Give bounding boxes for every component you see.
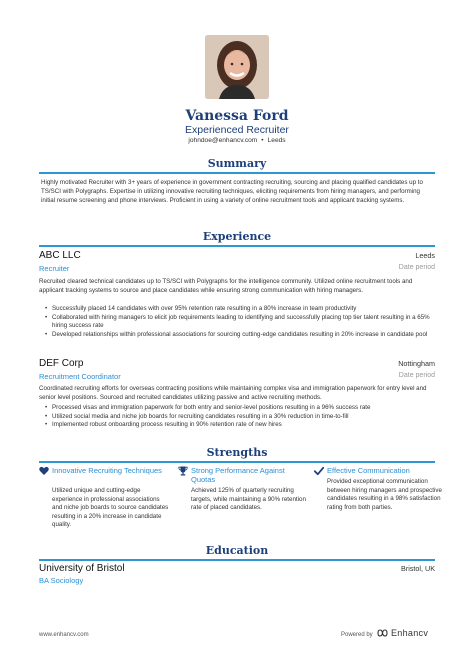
job-bullets <box>45 305 435 339</box>
strengths-divider <box>39 461 435 463</box>
education-school: University of Bristol <box>39 563 125 574</box>
contact-line <box>0 137 474 144</box>
footer-powered-by: Powered by <box>341 632 373 638</box>
strength-title: Strong Performance Against Quotas <box>191 466 285 484</box>
strength-item <box>178 466 306 536</box>
job-date: Date period <box>398 372 435 379</box>
strength-item <box>314 466 442 536</box>
strength-item <box>39 466 167 536</box>
job-location: Leeds <box>415 251 435 260</box>
job-bullet: • Collaborated with hiring managers to elicit job requirements leading to identifying and successfully placing top tier talent resulting in a 65% hiring success rate <box>45 314 435 331</box>
profile-photo <box>205 35 269 99</box>
strength-description: Achieved 125% of quarterly recruiting targets, while maintaining a 90% retention rate of placed candidates. <box>191 487 306 512</box>
job-role: Recruiter <box>39 264 70 273</box>
education-header <box>39 563 435 574</box>
checkmark-icon <box>314 466 324 476</box>
heart-icon <box>39 466 49 476</box>
strength-title: Effective Communication <box>327 466 410 475</box>
job-bullet: • Implemented robust onboarding process resulting in 90% retention rate of new hires <box>45 421 435 430</box>
footer-brand[interactable] <box>377 628 428 638</box>
email-link[interactable]: johndoe@enhancv.com <box>188 137 258 144</box>
job-description: Coordinated recruiting efforts for overseas contracting positions while maintaining complex visa and immigration paperwork for entry level and senior level positions. Sourced and recruited candidates utilizing passive and active recruiting methods. <box>39 385 427 401</box>
job-header <box>39 358 435 369</box>
job-bullet: • Successfully placed 14 candidates with over 95% retention rate resulting in a 80% increase in team productivity <box>45 305 435 314</box>
job-company: DEF Corp <box>39 358 84 369</box>
trophy-icon <box>178 466 188 476</box>
candidate-title: Experienced Recruiter <box>185 124 289 136</box>
education-degree: BA Sociology <box>39 576 84 585</box>
education-location: Bristol, UK <box>401 564 435 573</box>
job-subheader <box>39 264 435 273</box>
job-date: Date period <box>398 264 435 271</box>
footer-website-link[interactable]: www.enhancv.com <box>39 632 89 638</box>
strength-title: Innovative Recruiting Techniques <box>52 466 162 475</box>
candidate-name: Vanessa Ford <box>185 108 289 124</box>
summary-heading: Summary <box>207 157 267 170</box>
strength-description: Utilized unique and cutting-edge experience in professional associations and niche job boards to source candidates resulting in a 20% increase in candidate quality. <box>52 487 169 529</box>
job-role: Recruitment Coordinator <box>39 372 121 381</box>
contact-separator: • <box>261 137 264 144</box>
job-bullet: • Processed visas and immigration paperwork for both entry and senior-level positions resulting in a 96% success rate <box>45 404 435 413</box>
job-header <box>39 250 435 261</box>
education-heading: Education <box>205 544 269 557</box>
summary-divider <box>39 172 435 174</box>
enhancv-logo-icon <box>377 629 388 637</box>
location-text: Leeds <box>267 137 286 144</box>
experience-heading: Experience <box>202 230 272 243</box>
profile-photo-image <box>205 35 269 99</box>
experience-divider <box>39 245 435 247</box>
strengths-heading: Strengths <box>206 446 268 459</box>
job-location: Nottingham <box>398 359 435 368</box>
footer-brand-name: Enhancv <box>391 628 429 638</box>
job-description: Recruited cleared technical candidates up to TS/SCI with Polygraphs for the intelligence community. Utilized online recruitment tools and applicant tracking systems to source and place candidates while ensuring strong communication with hiring managers. <box>39 278 413 294</box>
job-subheader <box>39 372 435 381</box>
strength-description: Provided exceptional communication between hiring managers and prospective candidates resulting in a 98% satisfaction rating from both parties. <box>327 478 442 511</box>
job-bullets <box>45 404 435 430</box>
summary-text: Highly motivated Recruiter with 3+ years of experience in government contracting recruiting, sourcing and placing qualified candidates up to TS/SCI with Polygraphs. Expertise in utilizing innovative recruiting techniques, eliciting requirements from hiring managers, and performing initial resume screening and phone interviews. Proficient in using a variety of online recruitment tools and applicant tracking systems. <box>41 179 423 204</box>
job-bullet: • Utilized social media and niche job boards for recruiting candidates resulting in a 30% reduction in time-to-fill <box>45 413 435 422</box>
job-company: ABC LLC <box>39 250 81 261</box>
job-bullet: • Developed relationships within professional associations for sourcing cutting-edge candidates resulting in 20% increase in candidate pool <box>45 331 435 340</box>
education-divider <box>39 559 435 561</box>
